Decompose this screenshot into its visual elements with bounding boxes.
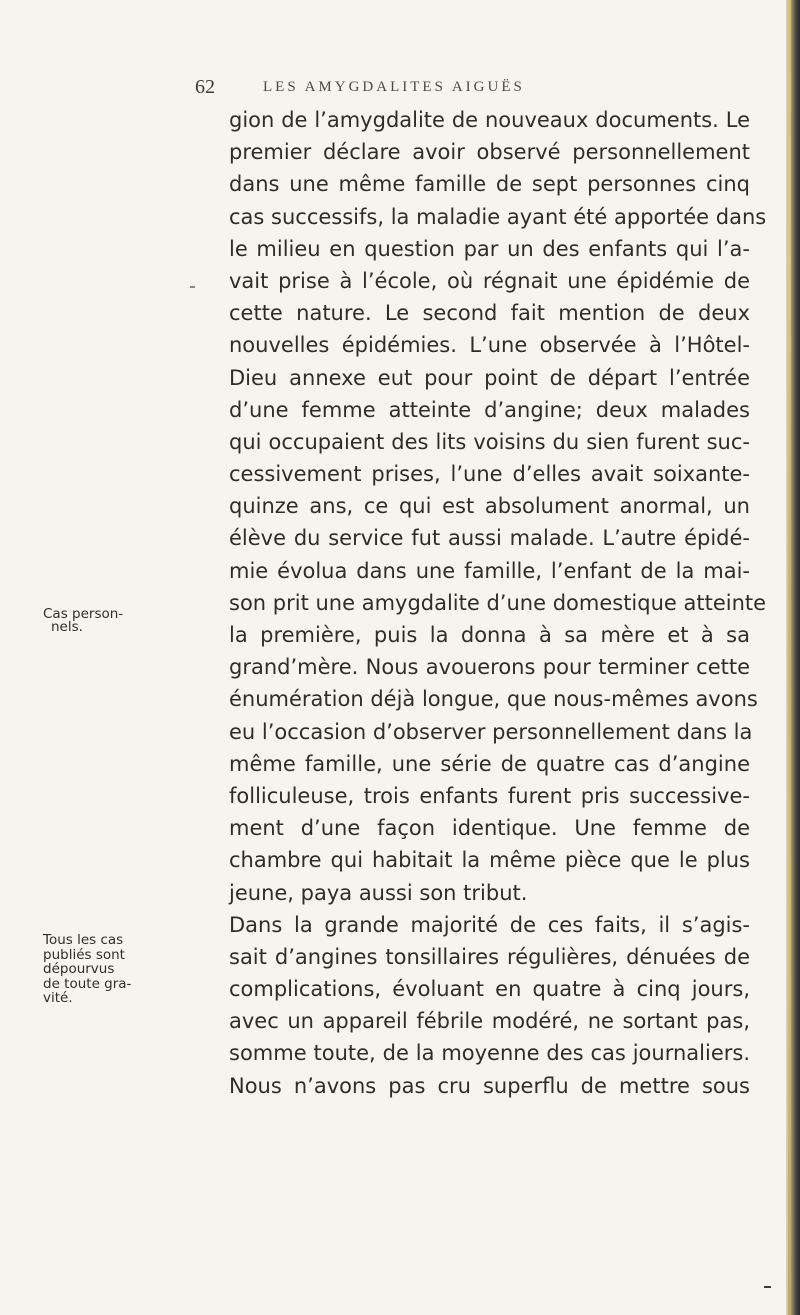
margin-note-line: Tous les cas — [43, 932, 124, 948]
text-line: élève du service fut aussi malade. L’autre épidé- — [229, 526, 750, 551]
text-line: le milieu en question par un des enfants qui l’a- — [229, 236, 750, 261]
text-line: énumération déjà longue, que nous-mêmes avons — [229, 687, 758, 712]
text-line: quinze ans, ce qui est absolument anormal, un — [229, 494, 750, 519]
text-line: somme toute, de la moyenne des cas journaliers. — [229, 1041, 750, 1066]
scan-speck — [190, 286, 195, 288]
text-line: son prit une amygdalite d’une domestique atteinte — [229, 590, 767, 615]
text-line: eu l’occasion d’observer personnellement dans la — [229, 719, 753, 744]
page-number: 62 — [195, 76, 215, 98]
margin-note-personal-cases — [43, 608, 183, 634]
margin-note-line: de toute gra- — [43, 975, 132, 992]
text-line: cette nature. Le second fait mention de deux — [229, 301, 750, 326]
text-line: Dans la grande majorité de ces faits, il s’agis- — [229, 912, 750, 937]
text-line: même famille, une série de quatre cas d’angine — [229, 751, 750, 776]
text-line: dans une même famille de sept personnes cinq — [229, 172, 750, 197]
text-line: grand’mère. Nous avouerons pour terminer cette — [229, 655, 750, 680]
text-line: cessivement prises, l’une d’elles avait soixante- — [229, 462, 750, 487]
binding-edge — [786, 0, 800, 1315]
text-line: chambre qui habitait la même pièce que le plus — [229, 848, 750, 873]
margin-note-line: publiés sont — [43, 946, 125, 963]
text-line: la première, puis la donna à sa mère et à sa — [229, 623, 750, 647]
margin-note-line: Cas person- — [43, 606, 124, 622]
text-line: mie évolua dans une famille, l’enfant de la mai- — [229, 558, 750, 583]
text-line: Dieu annexe eut pour point de départ l’entrée — [229, 365, 750, 390]
text-line: jeune, paya aussi son tribut. — [229, 880, 528, 905]
text-line: nouvelles épidémies. L’une observée à l’Hôtel- — [229, 333, 750, 358]
text-line: premier déclare avoir observé personnellement — [229, 140, 750, 165]
text-line: cas successifs, la maladie ayant été apportée dans — [229, 204, 767, 229]
text-line: vait prise à l’école, où régnait une épidémie de — [229, 268, 750, 293]
text-line: Nous n’avons pas cru superflu de mettre sous — [229, 1073, 750, 1098]
body-text — [229, 104, 767, 1102]
text-line: d’une femme atteinte d’angine; deux malades — [229, 397, 750, 422]
margin-note-line: nels. — [51, 619, 83, 635]
text-line: folliculeuse, trois enfants furent pris successive- — [229, 783, 750, 808]
text-line: sait d’angines tonsillaires régulières, dénuées de — [229, 944, 750, 969]
binding-highlight — [788, 0, 791, 1315]
margin-note-published-cases — [43, 933, 183, 1006]
page-dash-mark — [764, 1286, 771, 1288]
page-header — [195, 76, 755, 100]
margin-note-line: dépourvus — [43, 961, 115, 977]
text-line: ment d’une façon identique. Une femme de — [229, 816, 750, 841]
text-line: complications, évoluant en quatre à cinq jours, — [229, 977, 750, 1002]
text-line: qui occupaient des lits voisins du sien furent suc- — [229, 429, 750, 454]
running-title: LES AMYGDALITES AIGUËS — [263, 79, 525, 95]
text-line: avec un appareil fébrile modéré, ne sortant pas, — [229, 1009, 750, 1034]
margin-note-line: vité. — [43, 990, 73, 1006]
text-line: gion de l’amygdalite de nouveaux documents. Le — [229, 108, 750, 132]
